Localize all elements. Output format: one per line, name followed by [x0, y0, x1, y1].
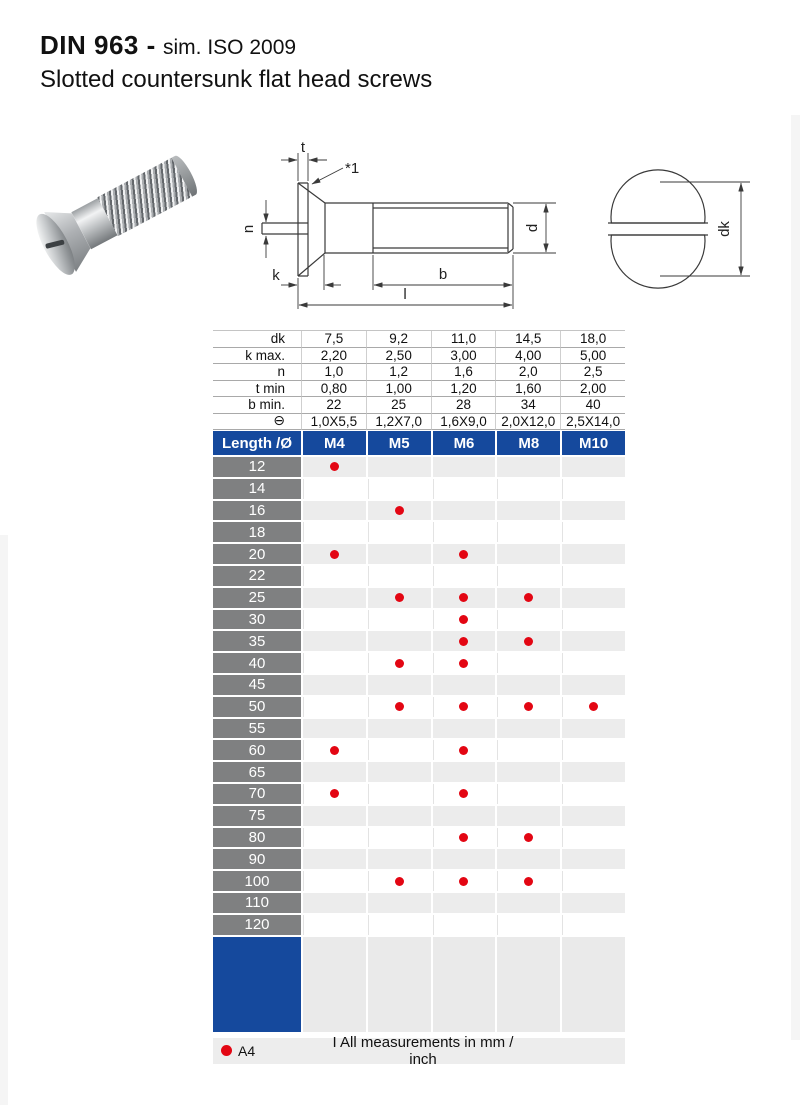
- slot-symbol: ⊖: [213, 414, 301, 431]
- spec-value: 5,00: [560, 348, 625, 365]
- side-view-drawing: [240, 138, 570, 320]
- availability-cell: [497, 501, 560, 521]
- spec-value: 4,00: [495, 348, 560, 365]
- availability-cell: [368, 544, 431, 564]
- availability-cell: [433, 544, 496, 564]
- length-cell: 75: [213, 806, 301, 826]
- availability-cell: [497, 719, 560, 739]
- spec-value: 1,2X7,0: [366, 414, 431, 431]
- material-legend: [213, 1043, 331, 1059]
- availability-cell: [497, 915, 560, 935]
- spec-value: 1,6X9,0: [431, 414, 496, 431]
- availability-cell: [368, 893, 431, 913]
- availability-dot: [459, 637, 468, 646]
- availability-dot: [330, 462, 339, 471]
- size-header-row: [213, 431, 625, 455]
- spec-value: 2,0X12,0: [495, 414, 560, 431]
- availability-dot: [330, 746, 339, 755]
- spec-value: 9,2: [366, 331, 431, 348]
- spec-value: 0,80: [301, 381, 366, 398]
- screw-photo: [25, 145, 230, 300]
- availability-cell: [303, 740, 366, 760]
- length-cell: 30: [213, 610, 301, 630]
- availability-cell: [433, 588, 496, 608]
- screw-photo-body: [29, 143, 207, 281]
- legend-label: A4: [238, 1042, 256, 1059]
- length-cell: 35: [213, 631, 301, 651]
- spec-value: 40: [560, 397, 625, 414]
- availability-cell: [433, 893, 496, 913]
- availability-dot: [330, 550, 339, 559]
- availability-cell: [562, 653, 625, 673]
- availability-cell: [303, 719, 366, 739]
- availability-cell: [303, 893, 366, 913]
- availability-cell: [497, 828, 560, 848]
- availability-cell: [368, 697, 431, 717]
- availability-dot: [524, 877, 533, 886]
- spec-value: 1,6: [431, 364, 496, 381]
- length-row-50: [213, 697, 625, 717]
- spec-row-label: t min: [213, 381, 301, 398]
- length-row-30: [213, 610, 625, 630]
- spec-row-label: k max.: [213, 348, 301, 365]
- spec-section: [213, 330, 625, 430]
- availability-cell: [497, 653, 560, 673]
- availability-cell: [368, 762, 431, 782]
- availability-cell: [433, 915, 496, 935]
- availability-dot: [459, 702, 468, 711]
- size-column-header-m6: M6: [433, 431, 496, 455]
- length-cell: 110: [213, 893, 301, 913]
- availability-dot: [524, 593, 533, 602]
- table-tail-row: [213, 937, 625, 1032]
- availability-dot: [395, 659, 404, 668]
- legend-dot-icon: [221, 1045, 232, 1056]
- spec-value: 2,00: [560, 381, 625, 398]
- availability-cell: [497, 784, 560, 804]
- length-row-65: [213, 762, 625, 782]
- size-column-header-m4: M4: [303, 431, 366, 455]
- length-cell: 65: [213, 762, 301, 782]
- availability-cell: [562, 522, 625, 542]
- availability-cell: [433, 871, 496, 891]
- size-column-header-m5: M5: [368, 431, 431, 455]
- availability-cell: [368, 719, 431, 739]
- length-cell: 14: [213, 479, 301, 499]
- length-cell: 40: [213, 653, 301, 673]
- availability-cell: [562, 544, 625, 564]
- size-column-header-m8: M8: [497, 431, 560, 455]
- availability-cell: [368, 566, 431, 586]
- availability-cell: [303, 828, 366, 848]
- availability-cell: [303, 544, 366, 564]
- availability-cell: [368, 457, 431, 477]
- spec-value: 25: [366, 397, 431, 414]
- availability-cell: [562, 501, 625, 521]
- availability-cell: [562, 784, 625, 804]
- availability-dot: [459, 550, 468, 559]
- availability-cell: [368, 675, 431, 695]
- availability-cell: [368, 631, 431, 651]
- availability-cell: [368, 784, 431, 804]
- availability-cell: [497, 544, 560, 564]
- availability-dot: [589, 702, 598, 711]
- availability-dot: [459, 659, 468, 668]
- dim-label-k: k: [272, 267, 280, 284]
- availability-cell: [562, 762, 625, 782]
- availability-cell: [433, 501, 496, 521]
- availability-cell: [303, 631, 366, 651]
- availability-cell: [433, 566, 496, 586]
- length-row-25: [213, 588, 625, 608]
- availability-cell: [433, 522, 496, 542]
- dim-label-l: l: [403, 286, 407, 303]
- title-block: [40, 30, 432, 95]
- length-row-18: [213, 522, 625, 542]
- availability-cell: [368, 522, 431, 542]
- spec-row-label: b min.: [213, 397, 301, 414]
- spec-value: 1,0: [301, 364, 366, 381]
- spec-value: 11,0: [431, 331, 496, 348]
- availability-cell: [433, 675, 496, 695]
- spec-value: 1,0X5,5: [301, 414, 366, 431]
- availability-cell: [497, 762, 560, 782]
- availability-dot: [459, 746, 468, 755]
- dim-label-ref: *1: [345, 160, 360, 177]
- availability-cell: [497, 697, 560, 717]
- availability-dot: [395, 593, 404, 602]
- availability-dot: [395, 506, 404, 515]
- availability-cell: [497, 479, 560, 499]
- length-row-80: [213, 828, 625, 848]
- length-row-90: [213, 849, 625, 869]
- availability-cell: [562, 893, 625, 913]
- availability-cell: [368, 653, 431, 673]
- availability-dot: [459, 615, 468, 624]
- availability-cell: [303, 610, 366, 630]
- spec-value: 1,00: [366, 381, 431, 398]
- availability-cell: [497, 871, 560, 891]
- page-subtitle: Slotted countersunk flat head screws: [40, 66, 433, 93]
- availability-dot: [395, 877, 404, 886]
- availability-cell: [368, 806, 431, 826]
- length-cell: 60: [213, 740, 301, 760]
- availability-dot: [459, 833, 468, 842]
- spec-value: 7,5: [301, 331, 366, 348]
- availability-cell: [497, 675, 560, 695]
- availability-dot: [395, 702, 404, 711]
- availability-cell: [303, 522, 366, 542]
- length-row-35: [213, 631, 625, 651]
- spec-value: 1,60: [495, 381, 560, 398]
- availability-cell: [497, 740, 560, 760]
- length-row-110: [213, 893, 625, 913]
- availability-cell: [562, 479, 625, 499]
- spec-value: 34: [495, 397, 560, 414]
- spec-value: 2,0: [495, 364, 560, 381]
- dim-label-dk: dk: [716, 221, 733, 237]
- availability-cell: [303, 479, 366, 499]
- availability-cell: [562, 806, 625, 826]
- availability-cell: [497, 849, 560, 869]
- page-edge-artifact-right: [791, 115, 800, 1040]
- availability-dot: [524, 637, 533, 646]
- availability-cell: [433, 740, 496, 760]
- availability-cell: [433, 828, 496, 848]
- availability-cell: [368, 871, 431, 891]
- length-cell: 50: [213, 697, 301, 717]
- length-cell: 70: [213, 784, 301, 804]
- availability-cell: [562, 915, 625, 935]
- availability-cell: [497, 457, 560, 477]
- length-row-60: [213, 740, 625, 760]
- length-row-16: [213, 501, 625, 521]
- spec-value: 3,00: [431, 348, 496, 365]
- availability-cell: [368, 501, 431, 521]
- availability-cell: [303, 784, 366, 804]
- spec-value: 2,5: [560, 364, 625, 381]
- length-row-55: [213, 719, 625, 739]
- length-cell: 90: [213, 849, 301, 869]
- size-column-header-m10: M10: [562, 431, 625, 455]
- availability-cell: [497, 566, 560, 586]
- iso-reference: sim. ISO 2009: [163, 36, 297, 59]
- availability-cell: [368, 828, 431, 848]
- length-row-12: [213, 457, 625, 477]
- page-title: [40, 30, 432, 63]
- page-edge-artifact-left: [0, 535, 8, 1105]
- availability-cell: [562, 588, 625, 608]
- availability-cell: [562, 871, 625, 891]
- spec-value: 28: [431, 397, 496, 414]
- availability-cell: [562, 828, 625, 848]
- length-row-100: [213, 871, 625, 891]
- availability-cell: [497, 610, 560, 630]
- availability-cell: [562, 631, 625, 651]
- availability-cell: [562, 849, 625, 869]
- length-row-40: [213, 653, 625, 673]
- availability-cell: [433, 631, 496, 651]
- availability-cell: [497, 631, 560, 651]
- availability-cell: [368, 588, 431, 608]
- tail-blue-block: [213, 937, 301, 1032]
- availability-cell: [303, 653, 366, 673]
- availability-cell: [562, 610, 625, 630]
- availability-cell: [368, 479, 431, 499]
- availability-cell: [303, 501, 366, 521]
- length-row-120: [213, 915, 625, 935]
- availability-cell: [433, 479, 496, 499]
- availability-cell: [433, 457, 496, 477]
- availability-cell: [433, 697, 496, 717]
- availability-cell: [562, 719, 625, 739]
- length-cell: 120: [213, 915, 301, 935]
- dim-label-n: n: [240, 224, 257, 234]
- length-cell: 45: [213, 675, 301, 695]
- availability-cell: [303, 697, 366, 717]
- spec-row-label: dk: [213, 331, 301, 348]
- spec-value: 1,20: [431, 381, 496, 398]
- spec-value: 2,20: [301, 348, 366, 365]
- availability-cell: [433, 719, 496, 739]
- length-column-header: Length /Ø: [213, 431, 301, 455]
- availability-cell: [368, 740, 431, 760]
- availability-cell: [368, 849, 431, 869]
- availability-cell: [303, 762, 366, 782]
- availability-cell: [562, 566, 625, 586]
- standard-number: DIN 963 -: [40, 30, 156, 60]
- dimension-table: [213, 330, 625, 1068]
- availability-cell: [497, 522, 560, 542]
- availability-cell: [303, 915, 366, 935]
- availability-dot: [330, 789, 339, 798]
- length-row-14: [213, 479, 625, 499]
- table-footer: [213, 1033, 625, 1068]
- availability-cell: [433, 762, 496, 782]
- availability-cell: [562, 457, 625, 477]
- spec-value: 2,50: [366, 348, 431, 365]
- availability-cell: [433, 806, 496, 826]
- length-row-75: [213, 806, 625, 826]
- length-cell: 80: [213, 828, 301, 848]
- availability-cell: [497, 806, 560, 826]
- availability-dot: [524, 702, 533, 711]
- spec-value: 1,2: [366, 364, 431, 381]
- availability-cell: [368, 610, 431, 630]
- length-cell: 25: [213, 588, 301, 608]
- availability-cell: [303, 675, 366, 695]
- dim-label-d: d: [524, 223, 541, 233]
- measurement-note: I All measurements in mm / inch: [332, 1033, 514, 1068]
- length-cell: 12: [213, 457, 301, 477]
- length-row-20: [213, 544, 625, 564]
- availability-cell: [303, 566, 366, 586]
- availability-cell: [562, 740, 625, 760]
- availability-cell: [433, 610, 496, 630]
- availability-cell: [433, 653, 496, 673]
- length-row-22: [213, 566, 625, 586]
- availability-cell: [303, 588, 366, 608]
- spec-value: 18,0: [560, 331, 625, 348]
- availability-cell: [303, 871, 366, 891]
- availability-dot: [459, 593, 468, 602]
- length-row-45: [213, 675, 625, 695]
- spec-row-label: n: [213, 364, 301, 381]
- top-view-drawing: [596, 160, 766, 290]
- spec-value: 22: [301, 397, 366, 414]
- availability-cell: [562, 675, 625, 695]
- availability-dot: [459, 877, 468, 886]
- availability-cell: [497, 893, 560, 913]
- availability-dot: [459, 789, 468, 798]
- length-row-70: [213, 784, 625, 804]
- availability-dot: [524, 833, 533, 842]
- dim-label-b: b: [438, 266, 448, 283]
- availability-cell: [303, 806, 366, 826]
- availability-cell: [497, 588, 560, 608]
- length-cell: 22: [213, 566, 301, 586]
- length-cell: 16: [213, 501, 301, 521]
- length-cell: 18: [213, 522, 301, 542]
- spec-value: 14,5: [495, 331, 560, 348]
- availability-matrix: [213, 457, 625, 935]
- length-cell: 100: [213, 871, 301, 891]
- spec-value: 2,5X14,0: [560, 414, 625, 431]
- availability-cell: [303, 457, 366, 477]
- length-cell: 20: [213, 544, 301, 564]
- availability-cell: [368, 915, 431, 935]
- dim-label-t: t: [300, 139, 306, 156]
- length-cell: 55: [213, 719, 301, 739]
- availability-cell: [433, 849, 496, 869]
- availability-cell: [303, 849, 366, 869]
- availability-cell: [433, 784, 496, 804]
- availability-cell: [562, 697, 625, 717]
